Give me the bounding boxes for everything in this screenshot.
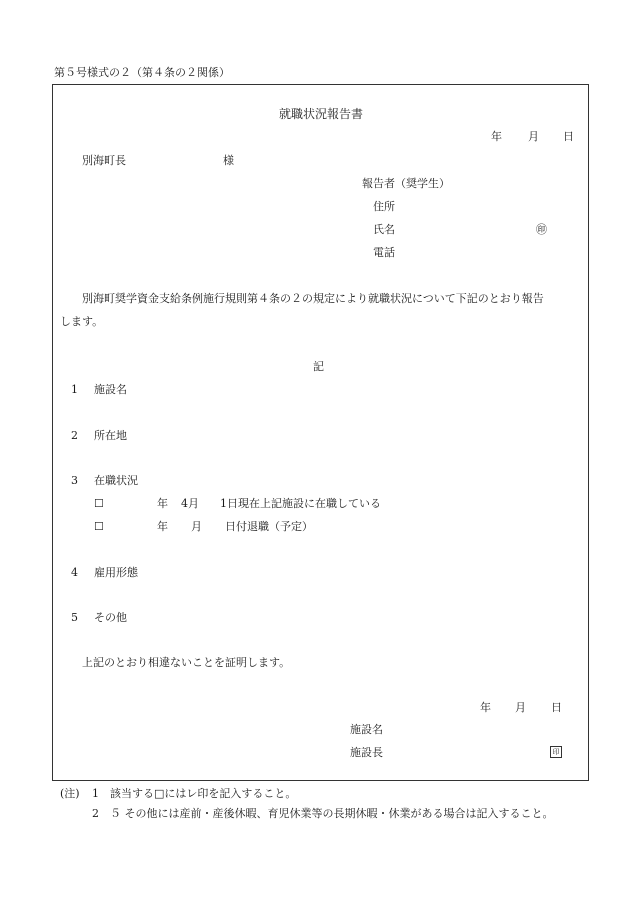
status-option1-month: 4月 — [181, 497, 199, 510]
status-option1-year: 年 — [157, 497, 168, 510]
facility-head-label: 施設長 — [350, 746, 383, 759]
addressee-honorific: 様 — [223, 154, 234, 167]
note2-text: ５ その他には産前・産後休暇、育児休業等の長期休暇・休業がある場合は記入すること。 — [110, 807, 554, 820]
intro-text-line1: 別海町奨学資金支給条例施行規則第４条の２の規定により就職状況について下記のとおり報告 — [82, 292, 544, 305]
facility-seal: 印 — [550, 746, 562, 758]
facility-name-label: 施設名 — [350, 723, 383, 736]
cert-date-month: 月 — [515, 701, 526, 714]
status-option1-text: 1日現在上記施設に在職している — [220, 497, 381, 510]
reporter-seal: ㊞ — [536, 223, 547, 236]
item1-number: 1 — [71, 383, 78, 396]
notes-prefix: (注) — [60, 787, 80, 800]
reporter-heading: 報告者（奨学生） — [362, 177, 450, 190]
intro-text-line2: します。 — [60, 315, 104, 328]
form-frame — [52, 84, 589, 781]
item2-label: 所在地 — [94, 429, 127, 442]
status-option2-checkbox[interactable]: ☐ — [94, 520, 104, 533]
document-title: 就職状況報告書 — [279, 107, 364, 121]
cert-date-year: 年 — [480, 701, 491, 714]
item2-number: 2 — [71, 429, 78, 442]
certify-text: 上記のとおり相違ないことを証明します。 — [82, 656, 291, 669]
status-option2-month: 月 — [191, 520, 202, 533]
status-option2-text: 日付退職（予定） — [225, 520, 313, 533]
item4-label: 雇用形態 — [94, 566, 138, 579]
item3-number: 3 — [71, 474, 78, 487]
note2-number: 2 — [92, 807, 99, 820]
reporter-phone-label: 電話 — [373, 246, 395, 259]
date-year: 年 — [491, 130, 502, 143]
cert-date-day: 日 — [551, 701, 562, 714]
item1-label: 施設名 — [94, 383, 127, 396]
note1-number: 1 — [92, 787, 99, 800]
item4-number: 4 — [71, 566, 78, 579]
note1-text: 該当する□にはレ印を記入すること。 — [110, 787, 297, 800]
addressee-name: 別海町長 — [82, 154, 126, 167]
item3-label: 在職状況 — [94, 474, 138, 487]
form-number: 第５号様式の２（第４条の２関係） — [54, 66, 230, 79]
item5-label: その他 — [94, 611, 127, 624]
item5-number: 5 — [71, 611, 78, 624]
status-option2-year: 年 — [157, 520, 168, 533]
ki-heading: 記 — [313, 360, 324, 373]
date-month: 月 — [528, 130, 539, 143]
reporter-name-label: 氏名 — [373, 223, 395, 236]
date-day: 日 — [563, 130, 574, 143]
reporter-address-label: 住所 — [373, 200, 395, 213]
status-option1-checkbox[interactable]: ☐ — [94, 497, 104, 510]
